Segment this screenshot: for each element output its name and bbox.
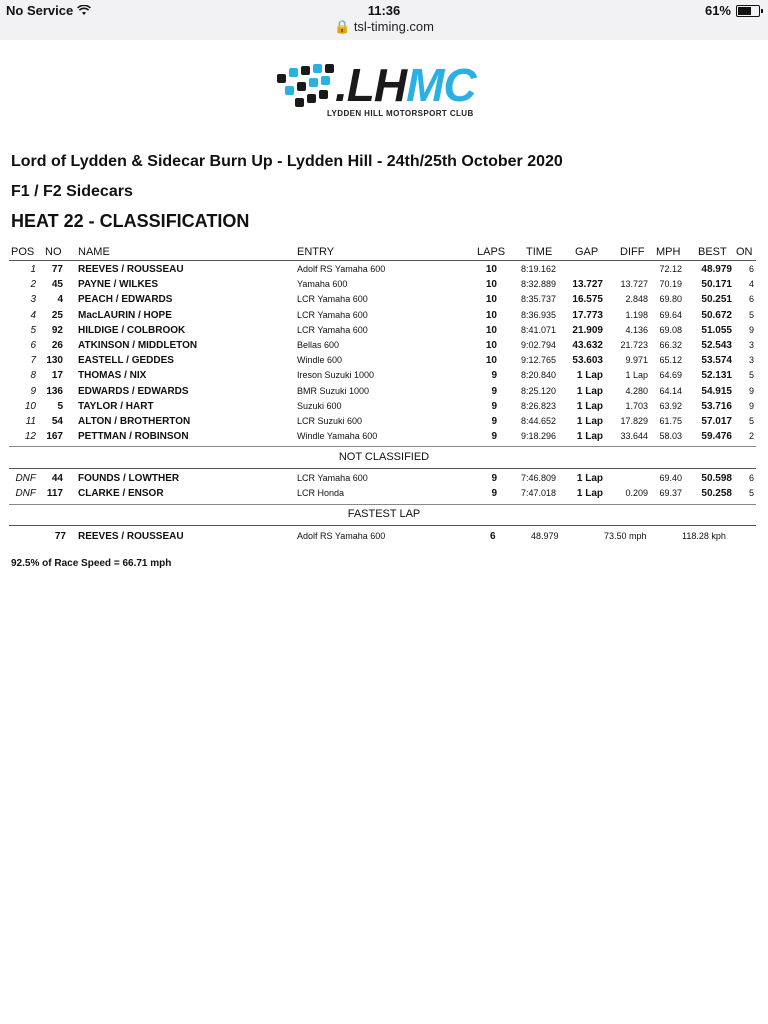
- cell-diff: 4.136: [625, 324, 648, 335]
- cell-entry: LCR Yamaha 600: [297, 473, 368, 483]
- cell-on: 3: [748, 355, 754, 366]
- cell-best: 54.915: [701, 385, 732, 397]
- cell-best: 52.131: [701, 370, 732, 382]
- cell-no: 17: [51, 370, 63, 382]
- cell-on: 6: [748, 473, 754, 483]
- url-bar[interactable]: [0, 19, 768, 35]
- cell-gap: 1 Lap: [576, 416, 603, 427]
- cell-pos: 9: [30, 385, 36, 397]
- cell-no: 5: [57, 400, 63, 412]
- header-best: BEST: [698, 246, 727, 258]
- cell-time: 8:32.889: [520, 279, 556, 290]
- cell-on: 2: [748, 431, 754, 442]
- cell-entry: LCR Honda: [297, 488, 345, 498]
- cell-time: 8:26.823: [520, 400, 556, 411]
- cell-on: 5: [748, 488, 754, 498]
- race-speed-note: 92.5% of Race Speed = 66.71 mph: [11, 558, 172, 569]
- section-divider: [9, 446, 756, 447]
- cell-entry: Windle Yamaha 600: [297, 431, 378, 442]
- cell-gap: 17.773: [572, 309, 603, 321]
- logo-wordmark: .LHMC: [335, 59, 476, 111]
- cell-laps: 9: [491, 400, 497, 412]
- section-divider: [9, 525, 756, 526]
- header-pos: POS: [11, 246, 35, 258]
- carrier-label: No Service: [6, 3, 74, 18]
- cell-mph: 58.03: [659, 431, 682, 442]
- cell-gap: 1 Lap: [576, 370, 603, 382]
- cell-best: 51.055: [701, 324, 732, 336]
- cell-mph: 64.69: [659, 370, 682, 381]
- fastest-lap-lap: 6: [490, 531, 496, 542]
- fastest-lap-entry: Adolf RS Yamaha 600: [297, 531, 386, 541]
- cell-pos: 3: [30, 294, 36, 306]
- cell-gap: 21.909: [572, 324, 603, 336]
- cell-laps: 9: [491, 473, 497, 484]
- cell-mph: 69.08: [659, 324, 682, 335]
- cell-time: 9:18.296: [520, 431, 556, 442]
- cell-gap: 1 Lap: [576, 400, 603, 412]
- cell-pos: 2: [30, 279, 36, 291]
- header-diff: DIFF: [620, 246, 645, 258]
- cell-entry: Suzuki 600: [297, 400, 342, 411]
- cell-best: 57.017: [701, 416, 732, 427]
- cell-pos: 12: [24, 431, 36, 443]
- cell-name: ALTON / BROTHERTON: [78, 416, 191, 427]
- url-text: tsl-timing.com: [353, 19, 434, 34]
- header-entry: ENTRY: [297, 246, 335, 258]
- cell-no: 77: [51, 264, 63, 275]
- cell-best: 50.672: [701, 309, 732, 321]
- cell-gap: 53.603: [572, 355, 603, 367]
- header-laps: LAPS: [477, 246, 506, 258]
- cell-time: 8:41.071: [520, 324, 556, 335]
- cell-gap: 43.632: [572, 340, 603, 351]
- section-divider: [9, 468, 756, 469]
- cell-pos: 7: [30, 355, 36, 367]
- status-bar: [0, 0, 768, 40]
- cell-diff: 0.209: [625, 488, 648, 498]
- header-mph: MPH: [656, 246, 681, 258]
- cell-name: TAYLOR / HART: [78, 400, 154, 412]
- fastest-lap-time: 48.979: [531, 531, 559, 541]
- header-gap: GAP: [575, 246, 599, 258]
- cell-best: 52.543: [701, 340, 732, 351]
- lock-icon: 🔒: [334, 19, 351, 34]
- fastest-lap-kph: 118.28 kph: [682, 531, 726, 541]
- cell-time: 7:46.809: [520, 473, 556, 483]
- cell-diff: 2.848: [625, 294, 648, 305]
- cell-entry: BMR Suzuki 1000: [297, 385, 370, 396]
- cell-on: 5: [748, 309, 754, 320]
- cell-pos: 10: [24, 400, 36, 412]
- cell-diff: 13.727: [620, 279, 648, 290]
- cell-entry: LCR Suzuki 600: [297, 416, 363, 426]
- logo-subtitle: LYDDEN HILL MOTORSPORT CLUB: [327, 109, 474, 118]
- cell-pos: 8: [30, 370, 36, 382]
- cell-diff: 1.703: [625, 400, 648, 411]
- not-classified-label: NOT CLASSIFIED: [338, 451, 430, 463]
- cell-on: 6: [748, 294, 754, 305]
- cell-diff: 4.280: [625, 385, 648, 396]
- cell-entry: Ireson Suzuki 1000: [297, 370, 375, 381]
- cell-best: 59.476: [701, 431, 732, 443]
- cell-diff: 33.644: [620, 431, 648, 442]
- cell-mph: 64.14: [659, 385, 682, 396]
- header-divider: [9, 260, 756, 261]
- cell-pos: DNF: [15, 473, 36, 484]
- cell-entry: Yamaha 600: [297, 279, 348, 290]
- cell-time: 8:20.840: [520, 370, 556, 381]
- cell-no: 45: [51, 279, 63, 291]
- cell-mph: 69.37: [659, 488, 682, 498]
- cell-gap: 13.727: [572, 279, 603, 291]
- cell-diff: 17.829: [620, 416, 648, 426]
- section-divider: [9, 504, 756, 505]
- cell-no: 92: [51, 324, 63, 336]
- cell-entry: Windle 600: [297, 355, 343, 366]
- cell-laps: 9: [491, 385, 497, 397]
- cell-mph: 63.92: [659, 400, 682, 411]
- cell-gap: 1 Lap: [576, 473, 603, 484]
- cell-on: 9: [748, 400, 754, 411]
- cell-name: HILDIGE / COLBROOK: [78, 324, 186, 336]
- event-title: Lord of Lydden & Sidecar Burn Up - Lydden Hill - 24th/25th October 2020: [11, 153, 563, 170]
- cell-name: FOUNDS / LOWTHER: [78, 473, 180, 484]
- cell-time: 8:35.737: [520, 294, 556, 305]
- cell-no: 167: [46, 431, 63, 443]
- cell-pos: DNF: [15, 488, 36, 499]
- cell-no: 25: [51, 309, 63, 321]
- cell-best: 50.171: [701, 279, 732, 291]
- cell-entry: Adolf RS Yamaha 600: [297, 264, 386, 274]
- cell-name: EDWARDS / EDWARDS: [78, 385, 189, 397]
- cell-on: 3: [748, 340, 754, 350]
- cell-gap: 16.575: [572, 294, 603, 306]
- cell-gap: 1 Lap: [576, 431, 603, 443]
- cell-name: CLARKE / ENSOR: [78, 488, 164, 499]
- cell-diff: 1.198: [625, 309, 648, 320]
- cell-pos: 6: [30, 340, 36, 351]
- cell-time: 8:36.935: [520, 309, 556, 320]
- cell-laps: 9: [491, 431, 497, 443]
- cell-on: 9: [748, 385, 754, 396]
- cell-pos: 11: [25, 416, 36, 427]
- cell-name: REEVES / ROUSSEAU: [78, 264, 184, 275]
- cell-no: 4: [57, 294, 63, 306]
- cell-entry: LCR Yamaha 600: [297, 309, 368, 320]
- cell-mph: 69.64: [659, 309, 682, 320]
- cell-laps: 10: [485, 264, 497, 275]
- cell-name: PEACH / EDWARDS: [78, 294, 173, 306]
- cell-laps: 10: [485, 294, 497, 306]
- cell-diff: 9.971: [625, 355, 648, 366]
- cell-laps: 10: [485, 355, 497, 367]
- cell-time: 8:44.652: [520, 416, 556, 426]
- cell-gap: 1 Lap: [576, 488, 603, 499]
- cell-mph: 65.12: [659, 355, 682, 366]
- cell-entry: Bellas 600: [297, 340, 340, 350]
- cell-laps: 9: [491, 416, 497, 427]
- class-title: F1 / F2 Sidecars: [11, 183, 133, 200]
- cell-mph: 61.75: [659, 416, 682, 426]
- cell-no: 54: [51, 416, 63, 427]
- cell-no: 44: [51, 473, 63, 484]
- fastest-lap-label: FASTEST LAP: [347, 508, 421, 520]
- header-time: TIME: [526, 246, 553, 258]
- cell-mph: 69.40: [659, 473, 682, 483]
- cell-name: THOMAS / NIX: [78, 370, 147, 382]
- checkered-flag-icon: [275, 64, 337, 110]
- cell-laps: 10: [485, 324, 497, 336]
- cell-time: 9:02.794: [520, 340, 556, 350]
- cell-mph: 66.32: [659, 340, 682, 350]
- cell-time: 9:12.765: [520, 355, 556, 366]
- cell-on: 6: [748, 264, 754, 274]
- cell-on: 9: [748, 324, 754, 335]
- fastest-lap-name: REEVES / ROUSSEAU: [78, 531, 184, 542]
- cell-best: 50.251: [701, 294, 732, 306]
- battery-icon: [736, 5, 760, 17]
- cell-laps: 10: [485, 340, 497, 351]
- header-name: NAME: [78, 246, 110, 258]
- lhmc-logo: [275, 59, 505, 124]
- cell-entry: LCR Yamaha 600: [297, 324, 368, 335]
- cell-time: 8:25.120: [520, 385, 556, 396]
- cell-time: 7:47.018: [520, 488, 556, 498]
- cell-no: 117: [46, 488, 63, 499]
- cell-on: 4: [748, 279, 754, 290]
- cell-pos: 1: [30, 264, 36, 275]
- cell-no: 26: [51, 340, 63, 351]
- cell-mph: 70.19: [659, 279, 682, 290]
- clock: 11:36: [367, 3, 401, 18]
- cell-laps: 10: [485, 279, 497, 291]
- header-on: ON: [736, 246, 753, 258]
- fastest-lap-mph: 73.50 mph: [604, 531, 647, 541]
- cell-name: PETTMAN / ROBINSON: [78, 431, 189, 443]
- cell-mph: 69.80: [659, 294, 682, 305]
- battery-percent: 61%: [704, 3, 731, 18]
- cell-laps: 9: [491, 370, 497, 382]
- cell-gap: 1 Lap: [576, 385, 603, 397]
- cell-pos: 5: [30, 324, 36, 336]
- battery-status: [705, 3, 760, 18]
- cell-diff: 1 Lap: [625, 370, 648, 381]
- session-title: HEAT 22 - CLASSIFICATION: [11, 211, 250, 231]
- cell-diff: 21.723: [620, 340, 648, 350]
- fastest-lap-no: 77: [54, 531, 66, 542]
- cell-best: 53.574: [701, 355, 732, 367]
- header-no: NO: [45, 246, 62, 258]
- cell-time: 8:19.162: [520, 264, 556, 274]
- cell-on: 5: [748, 416, 754, 426]
- cell-no: 136: [46, 385, 63, 397]
- cell-best: 48.979: [701, 264, 732, 275]
- cell-pos: 4: [30, 309, 36, 321]
- cell-name: MacLAURIN / HOPE: [78, 309, 172, 321]
- cell-no: 130: [46, 355, 63, 367]
- cell-laps: 9: [491, 488, 497, 499]
- cell-name: EASTELL / GEDDES: [78, 355, 174, 367]
- cell-name: PAYNE / WILKES: [78, 279, 159, 291]
- cell-mph: 72.12: [659, 264, 682, 274]
- cell-on: 5: [748, 370, 754, 381]
- cell-best: 53.716: [701, 400, 732, 412]
- cell-best: 50.258: [701, 488, 732, 499]
- cell-entry: LCR Yamaha 600: [297, 294, 368, 305]
- cell-best: 50.598: [701, 473, 732, 484]
- cell-laps: 10: [485, 309, 497, 321]
- cell-name: ATKINSON / MIDDLETON: [78, 340, 198, 351]
